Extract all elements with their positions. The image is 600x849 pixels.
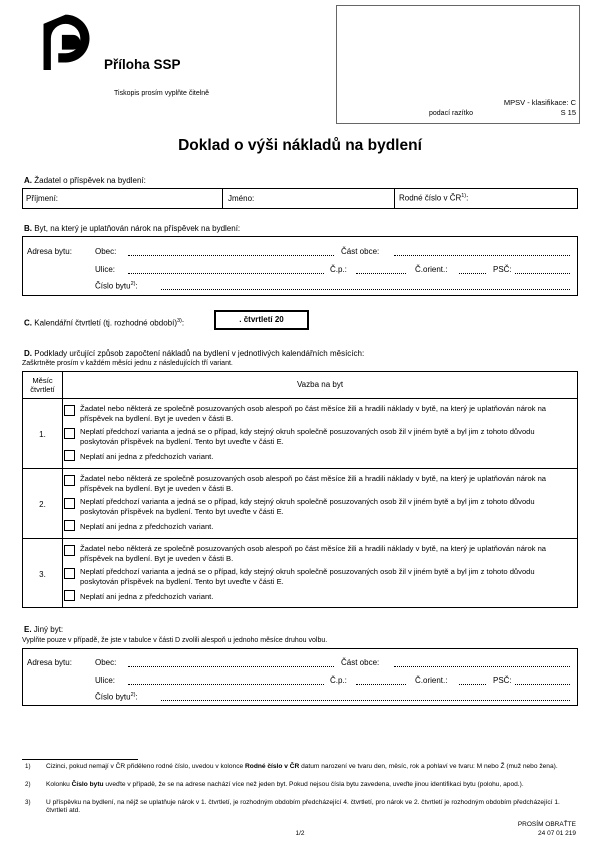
applicant-row [22,188,578,209]
cast-obce-label: Část obce: [341,247,380,256]
housing-col-header: Vazba na byt [296,380,344,389]
corient-e-label: Č.orient.: [415,676,448,685]
m2-option1-text: Žadatel nebo některá ze společně posuzovaných osob alespoň po část měsíce žili a hradili náklady v bytě, na který je uplatňován nárok na příspěvek na bydlení. Byt je uveden v části B. [80,474,547,493]
please-turn: PROSÍM OBRAŤTE [517,821,576,828]
first-name-field[interactable]: Jméno: [228,194,255,203]
section-c-heading: C. Kalendářní čtvrtletí (tj. rozhodné období)$^{3)}$: [24,318,185,328]
footnote-2: Kolonku Číslo bytu uveďte v případě, že se na adrese nachází více než jeden byt. Pokud nejsou čísla bytu zavedena, uveďte jinou identifikaci bytu (polohu, apod.). [46,781,524,788]
address-b-box [22,236,578,296]
classification: MPSV - klasifikace: C [503,98,576,107]
m2-option3-checkbox[interactable] [64,520,75,531]
section-e-heading: E. Jiný byt: [24,625,64,634]
m1-option2-checkbox[interactable] [64,428,75,439]
m1-option3-checkbox[interactable] [64,450,75,461]
address-label: Adresa bytu: [27,247,72,256]
cp-e-label: Č.p.: [330,676,347,685]
month-3: 3. [39,570,46,579]
footnote-3: U příspěvku na bydlení, na nějž se uplatňuje nárok v 1. čtvrtletí, je rozhodným obdobím předcházející 4. čtvrtletí, pro nárok ve 2. čtvrtletí je rozhodným obdobím předcházející 1. čtvrtletí atd. [46,799,560,815]
m3-option3-checkbox[interactable] [64,590,75,601]
address-e-box [22,648,578,706]
form-number: 24 07 01 219 [538,830,576,837]
obec-e-label: Obec: [95,658,117,667]
section-e-subheading: Vyplňte pouze v případě, že jste v tabulce v části D zvolili alespoň u jednoho měsíce druhou volbu. [22,637,328,644]
psc-e-label: PSČ: [493,676,512,685]
mpsv-logo [38,14,96,70]
psc-label: PSČ: [493,265,512,274]
corient-input[interactable] [459,273,486,274]
fill-instruction: Tiskopis prosím vyplňte čitelně [114,90,210,97]
corient-e-input[interactable] [459,684,486,685]
quarter-field[interactable]: . čtvrtletí 20 [214,310,309,330]
annex-title: Příloha SSP [104,57,181,72]
form-code-s15: S 15 [560,108,576,117]
m2-option3-text: Neplatí ani jedna z předchozích variant. [80,522,214,531]
section-d-heading: D. Podklady určující způsob započtení nákladů na bydlení v jednotlivých kalendářních měsících: [24,349,365,358]
psc-e-input[interactable] [515,684,570,685]
m1-option2-text: Neplatí předchozí varianta a jedná se o případ, kdy stejný okruh společně posuzovaných osob žil v jiném bytě a byl jim z tohoto důvodu poskytován příspěvek na bydlení. Tento byt uveďte v části E. [80,427,535,446]
cast-obce-e-input[interactable] [394,666,570,667]
ulice-e-label: Ulice: [95,676,116,685]
month-1: 1. [39,430,46,439]
obec-input[interactable] [128,255,334,256]
month-2: 2. [39,500,46,509]
cp-input[interactable] [356,273,406,274]
cp-e-input[interactable] [356,684,406,685]
section-b-heading: B. Byt, na který je uplatňován nárok na příspěvek na bydlení: [24,224,241,233]
psc-input[interactable] [515,273,570,274]
m3-option1-text: Žadatel nebo některá ze společně posuzovaných osob alespoň po část měsíce žili a hradili náklady v bytě, na který je uplatňován nárok na příspěvek na bydlení. Byt je uveden v části B. [80,544,547,563]
m1-option1-text: Žadatel nebo některá ze společně posuzovaných osob alespoň po část měsíce žili a hradili náklady v bytě, na který je uplatňován nárok na příspěvek na bydlení. Byt je uveden v části B. [80,404,547,423]
cislo-bytu-input[interactable] [161,289,570,290]
m1-option3-text: Neplatí ani jedna z předchozích variant. [80,452,214,461]
birth-number-field[interactable]: Rodné číslo v ČR$^{1)}$: [399,193,469,203]
m3-option2-checkbox[interactable] [64,568,75,579]
cp-label: Č.p.: [330,265,347,274]
stamp-label: podací razítko [429,110,473,117]
footnote-divider [22,759,138,760]
footnote-1-number: 1) [25,763,31,770]
cislo-bytu-label: Číslo bytu$^{2)}$: [95,281,138,291]
footnote-2-number: 2) [25,781,31,788]
m3-option3-text: Neplatí ani jedna z předchozích variant. [80,592,214,601]
section-a-heading: A. Žadatel o příspěvek na bydlení: [24,176,146,185]
m3-option2-text: Neplatí předchozí varianta a jedná se o případ, kdy stejný okruh společně posuzovaných osob žil v jiném bytě a byl jim z tohoto důvodu poskytován příspěvek na bydlení. Tento byt uveďte v části E. [80,567,535,586]
surname-field[interactable]: Příjmení: [26,194,59,203]
cast-obce-input[interactable] [394,255,570,256]
cislo-bytu-e-label: Číslo bytu$^{2)}$: [95,692,138,702]
footnote-1: Cizinci, pokud nemají v ČR přiděleno rodné číslo, uvedou v kolonce Rodné číslo v ČR datum narození ve tvaru den, měsíc, rok a pohlaví ve tvaru: M nebo Ž (muž nebo žena). [46,763,558,770]
cast-obce-e-label: Část obce: [341,658,380,667]
obec-label: Obec: [95,247,117,256]
m2-option1-checkbox[interactable] [64,475,75,486]
ulice-label: Ulice: [95,265,116,274]
cislo-bytu-e-input[interactable] [161,700,570,701]
page-number: 1/2 [295,830,305,837]
m2-option2-text: Neplatí předchozí varianta a jedná se o případ, kdy stejný okruh společně posuzovaných osob žil v jiném bytě a byl jim z tohoto důvodu poskytován příspěvek na bydlení. Tento byt uveďte v části E. [80,497,535,516]
ulice-input[interactable] [128,273,324,274]
month-col-header: Měsíc čtvrtletí [30,376,55,394]
m1-option1-checkbox[interactable] [64,405,75,416]
address-e-label: Adresa bytu: [27,658,72,667]
corient-label: Č.orient.: [415,265,448,274]
footnote-3-number: 3) [25,799,31,806]
ulice-e-input[interactable] [128,684,324,685]
m3-option1-checkbox[interactable] [64,545,75,556]
classification-block [470,98,576,118]
m2-option2-checkbox[interactable] [64,498,75,509]
obec-e-input[interactable] [128,666,334,667]
page-title: Doklad o výši nákladů na bydlení [178,137,422,154]
section-d-subheading: Zaškrtněte prosím v každém měsíci jednu z následujících tří variant. [22,360,233,367]
